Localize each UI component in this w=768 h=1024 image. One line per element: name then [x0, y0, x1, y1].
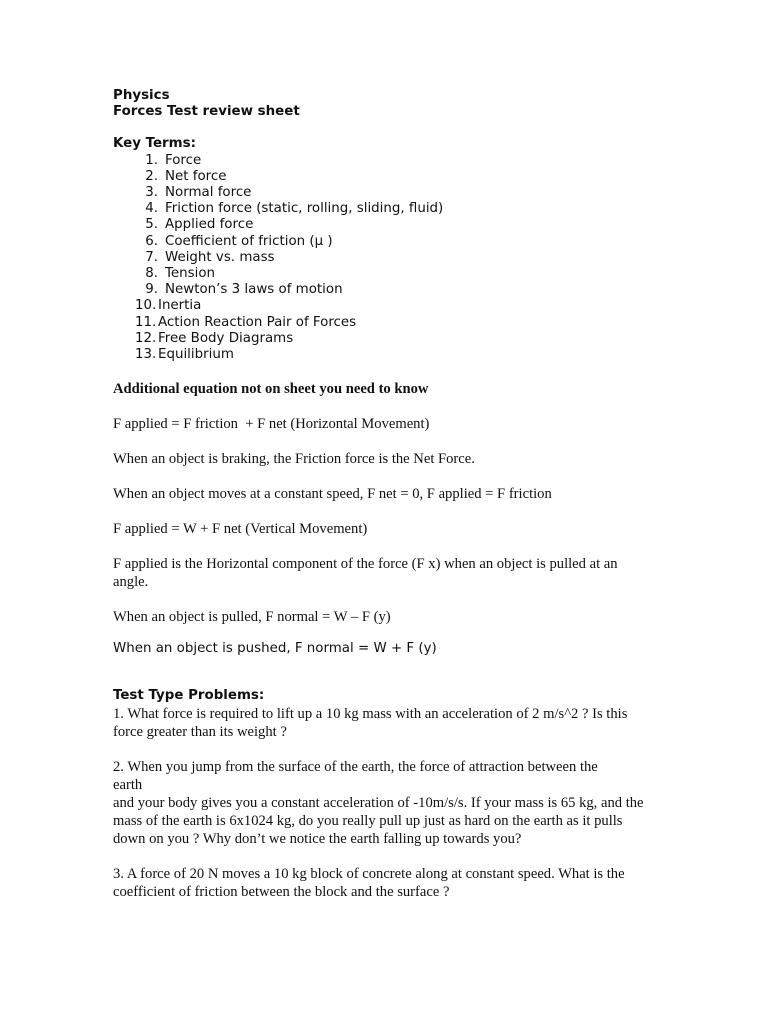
equation-vertical: F applied = W + F net (Vertical Movement) [113, 521, 368, 538]
key-terms-heading: Key Terms: [113, 136, 196, 152]
key-term-number: 4. [145, 201, 158, 217]
equation-horizontal: F applied = F friction + F net (Horizontal Movement) [113, 416, 430, 433]
equation-constant-speed: When an object moves at a constant speed, F net = 0, F applied = F friction [113, 486, 552, 503]
equation-horizontal-component: F applied is the Horizontal component of the force (F x) when an object is pulled at an angle. [113, 556, 618, 591]
key-term-number: 2. [145, 168, 158, 184]
key-terms-list [113, 153, 653, 364]
document-page [113, 88, 653, 901]
subject-heading: Physics [113, 88, 170, 103]
key-term-item [113, 282, 653, 298]
key-term-number: 11. [135, 314, 157, 330]
key-term-number: 8. [145, 266, 158, 282]
problems-heading: Test Type Problems: [113, 688, 265, 704]
key-term-text: Force [165, 152, 202, 168]
key-term-item [113, 169, 653, 185]
key-term-item [113, 298, 653, 314]
key-term-number: 7. [145, 249, 158, 265]
key-term-item [113, 153, 653, 169]
problem-2-intro: 2. When you jump from the surface of the earth, the force of attraction between the earth [113, 758, 598, 793]
equation-braking: When an object is braking, the Friction force is the Net Force. [113, 451, 475, 468]
key-term-text: Net force [165, 168, 227, 184]
spacer [113, 120, 653, 136]
key-term-number: 13. [135, 347, 157, 363]
key-term-text: Newton’s 3 laws of motion [165, 282, 343, 298]
key-term-number: 3. [145, 185, 158, 201]
key-term-item [113, 331, 653, 347]
spacer [113, 363, 653, 380]
key-term-number: 9. [145, 282, 158, 298]
key-term-text: Friction force (static, rolling, sliding, fluid) [165, 201, 444, 217]
key-term-number: 6. [145, 233, 158, 249]
problem-3: 3. A force of 20 N moves a 10 kg block of concrete along at constant speed. What is the coefficient of friction between the block and the surface ? [113, 865, 625, 900]
key-term-text: Equilibrium [158, 347, 234, 363]
key-term-text: Inertia [158, 298, 202, 314]
key-term-text: Weight vs. mass [165, 249, 275, 265]
key-term-item [113, 250, 653, 266]
key-term-item [113, 185, 653, 201]
key-term-number: 10. [135, 298, 157, 314]
key-term-text: Free Body Diagrams [158, 330, 294, 346]
key-term-text: Normal force [165, 185, 252, 201]
key-term-text: Tension [165, 266, 216, 282]
equation-pulled: When an object is pulled, F normal = W – F (y) [113, 609, 391, 626]
key-term-text: Applied force [165, 217, 254, 233]
key-term-item [113, 217, 653, 233]
key-term-text: Action Reaction Pair of Forces [158, 314, 357, 330]
problem-2-body: and your body gives you a constant acceleration of -10m/s/s. If your mass is 65 kg, and the mass of the earth is 6x1024 kg, do you really pull up just as hard on the earth as it pulls down on you ? Why don’t we notice the earth falling up towards you? [113, 794, 644, 847]
document-title: Forces Test review sheet [113, 104, 300, 120]
key-term-item [113, 347, 653, 363]
key-term-item [113, 201, 653, 217]
equation-pushed: When an object is pushed, F normal = W + F (y) [113, 641, 437, 657]
key-term-number: 12. [135, 330, 157, 346]
key-term-item [113, 266, 653, 282]
key-term-text: Coefficient of friction (μ ) [165, 233, 333, 249]
key-term-number: 5. [145, 217, 158, 233]
equations-heading: Additional equation not on sheet you need to know [113, 381, 429, 398]
problem-1: 1. What force is required to lift up a 10 kg mass with an acceleration of 2 m/s^2 ? Is this force greater than its weight ? [113, 705, 628, 740]
key-term-item [113, 315, 653, 331]
key-term-item [113, 234, 653, 250]
key-term-number: 1. [145, 152, 158, 168]
